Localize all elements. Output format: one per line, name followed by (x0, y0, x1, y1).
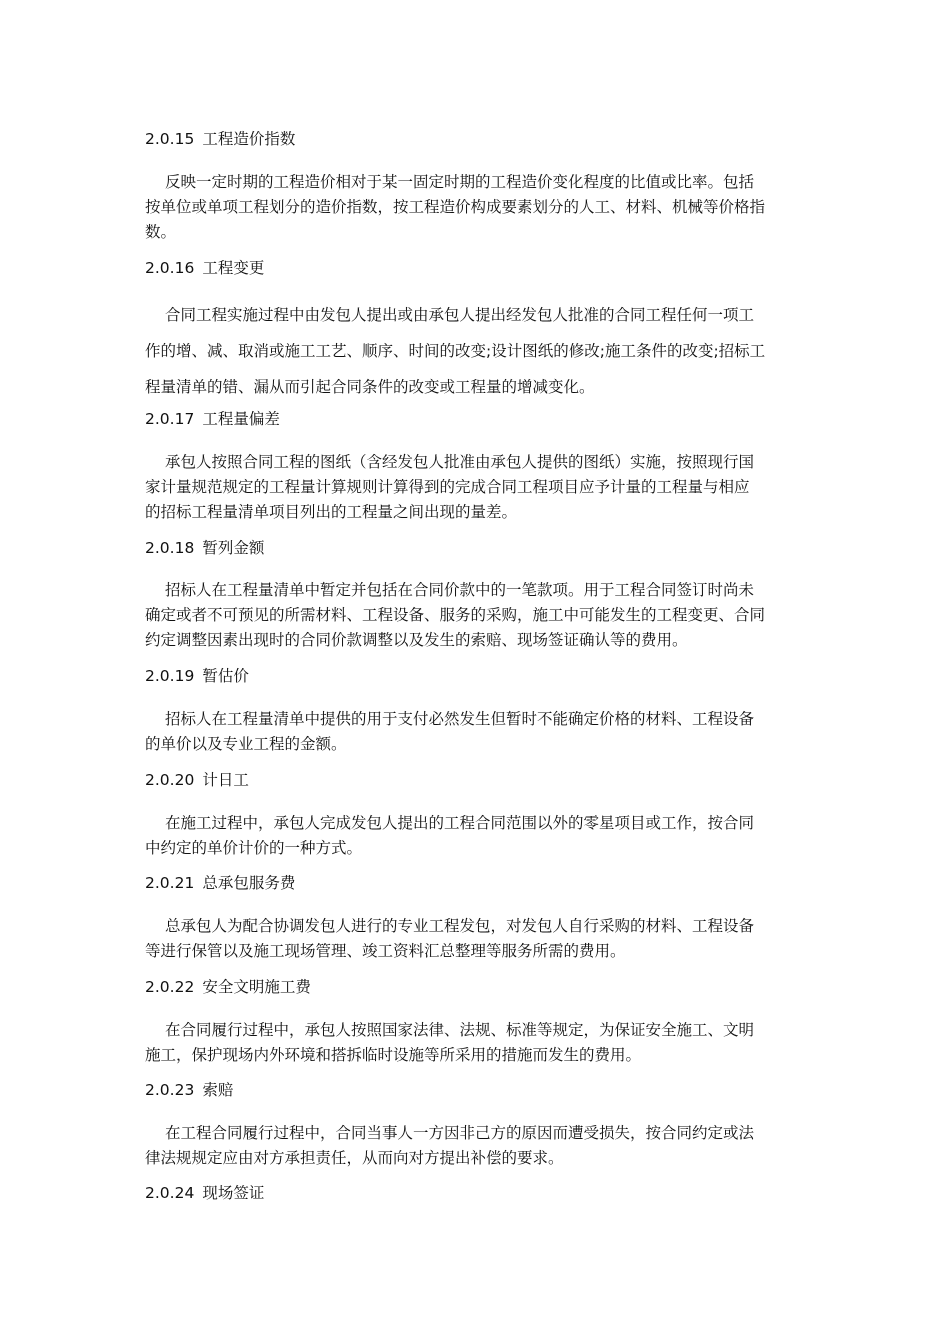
paragraph-line: 在施工过程中，承包人完成发包人提出的工程合同范围以外的零星项目或工作，按合同 (165, 814, 755, 832)
section-title: 现场签证 (202, 1184, 265, 1202)
section-title: 暂列金额 (202, 539, 265, 557)
section-number: 2.0.22 (145, 978, 195, 996)
section-number: 2.0.19 (145, 667, 195, 685)
section-heading (145, 977, 311, 997)
section-paragraph (145, 578, 813, 653)
paragraph-line: 约定调整因素出现时的合同价款调整以及发生的索赔、现场签证确认等的费用。 (145, 631, 688, 649)
paragraph-line: 承包人按照合同工程的图纸（含经发包人批准由承包人提供的图纸）实施，按照现行国 (165, 453, 755, 471)
paragraph-line: 在工程合同履行过程中，合同当事人一方因非己方的原因而遭受损失，按合同约定或法 (165, 1124, 755, 1142)
paragraph-line: 程量清单的错、漏从而引起合同条件的改变或工程量的增减变化。 (145, 378, 595, 396)
paragraph-line: 总承包人为配合协调发包人进行的专业工程发包，对发包人自行采购的材料、工程设备 (165, 917, 755, 935)
paragraph-line: 中约定的单价计价的一种方式。 (145, 839, 363, 857)
section-heading (145, 258, 264, 278)
section-title: 总承包服务费 (202, 874, 296, 892)
section-paragraph (145, 297, 813, 405)
section-title: 暂估价 (202, 667, 249, 685)
paragraph-line: 施工，保护现场内外环境和搭拆临时设施等所采用的措施而发生的费用。 (145, 1046, 642, 1064)
paragraph-line: 确定或者不可预见的所需材料、工程设备、服务的采购，施工中可能发生的工程变更、合同 (145, 606, 766, 624)
section-paragraph (145, 1121, 813, 1171)
section-number: 2.0.18 (145, 539, 195, 557)
section-number: 2.0.20 (145, 771, 195, 789)
paragraph-line: 的招标工程量清单项目列出的工程量之间出现的量差。 (145, 503, 518, 521)
section-number: 2.0.15 (145, 130, 195, 148)
section-title: 工程变更 (202, 259, 265, 277)
section-heading (145, 409, 280, 429)
section-paragraph (145, 1018, 813, 1068)
paragraph-line: 合同工程实施过程中由发包人提出或由承包人提出经发包人批准的合同工程任何一项工 (165, 306, 755, 324)
section-title: 计日工 (202, 771, 249, 789)
paragraph-line: 招标人在工程量清单中暂定并包括在合同价款中的一笔款项。用于工程合同签订时尚未 (165, 581, 755, 599)
section-title: 安全文明施工费 (202, 978, 311, 996)
section-paragraph (145, 811, 813, 861)
paragraph-line: 在合同履行过程中，承包人按照国家法律、法规、标准等规定，为保证安全施工、文明 (165, 1021, 755, 1039)
section-paragraph (145, 450, 813, 525)
section-paragraph (145, 170, 813, 245)
section-number: 2.0.17 (145, 410, 195, 428)
paragraph-line: 数。 (145, 223, 177, 241)
paragraph-line: 招标人在工程量清单中提供的用于支付必然发生但暂时不能确定价格的材料、工程设备 (165, 710, 755, 728)
section-heading (145, 538, 264, 558)
section-heading (145, 129, 295, 149)
section-number: 2.0.21 (145, 874, 195, 892)
section-number: 2.0.24 (145, 1184, 195, 1202)
paragraph-line: 作的增、减、取消或施工工艺、顺序、时间的改变;设计图纸的修改;施工条件的改变;招标工 (145, 342, 766, 360)
section-heading (145, 1080, 233, 1100)
section-title: 索赔 (202, 1081, 234, 1099)
section-title: 工程造价指数 (202, 130, 296, 148)
paragraph-line: 按单位或单项工程划分的造价指数，按工程造价构成要素划分的人工、材料、机械等价格指 (145, 198, 766, 216)
section-heading (145, 770, 249, 790)
section-number: 2.0.23 (145, 1081, 195, 1099)
paragraph-line: 的单价以及专业工程的金额。 (145, 735, 347, 753)
section-paragraph (145, 914, 813, 964)
section-heading (145, 666, 249, 686)
paragraph-line: 律法规规定应由对方承担责任，从而向对方提出补偿的要求。 (145, 1149, 564, 1167)
section-heading (145, 873, 295, 893)
paragraph-line: 家计量规范规定的工程量计算规则计算得到的完成合同工程项目应予计量的工程量与相应 (145, 478, 750, 496)
section-paragraph (145, 707, 813, 757)
paragraph-line: 等进行保管以及施工现场管理、竣工资料汇总整理等服务所需的费用。 (145, 942, 626, 960)
section-number: 2.0.16 (145, 259, 195, 277)
section-heading (145, 1183, 264, 1203)
section-title: 工程量偏差 (202, 410, 280, 428)
paragraph-line: 反映一定时期的工程造价相对于某一固定时期的工程造价变化程度的比值或比率。包括 (165, 173, 755, 191)
